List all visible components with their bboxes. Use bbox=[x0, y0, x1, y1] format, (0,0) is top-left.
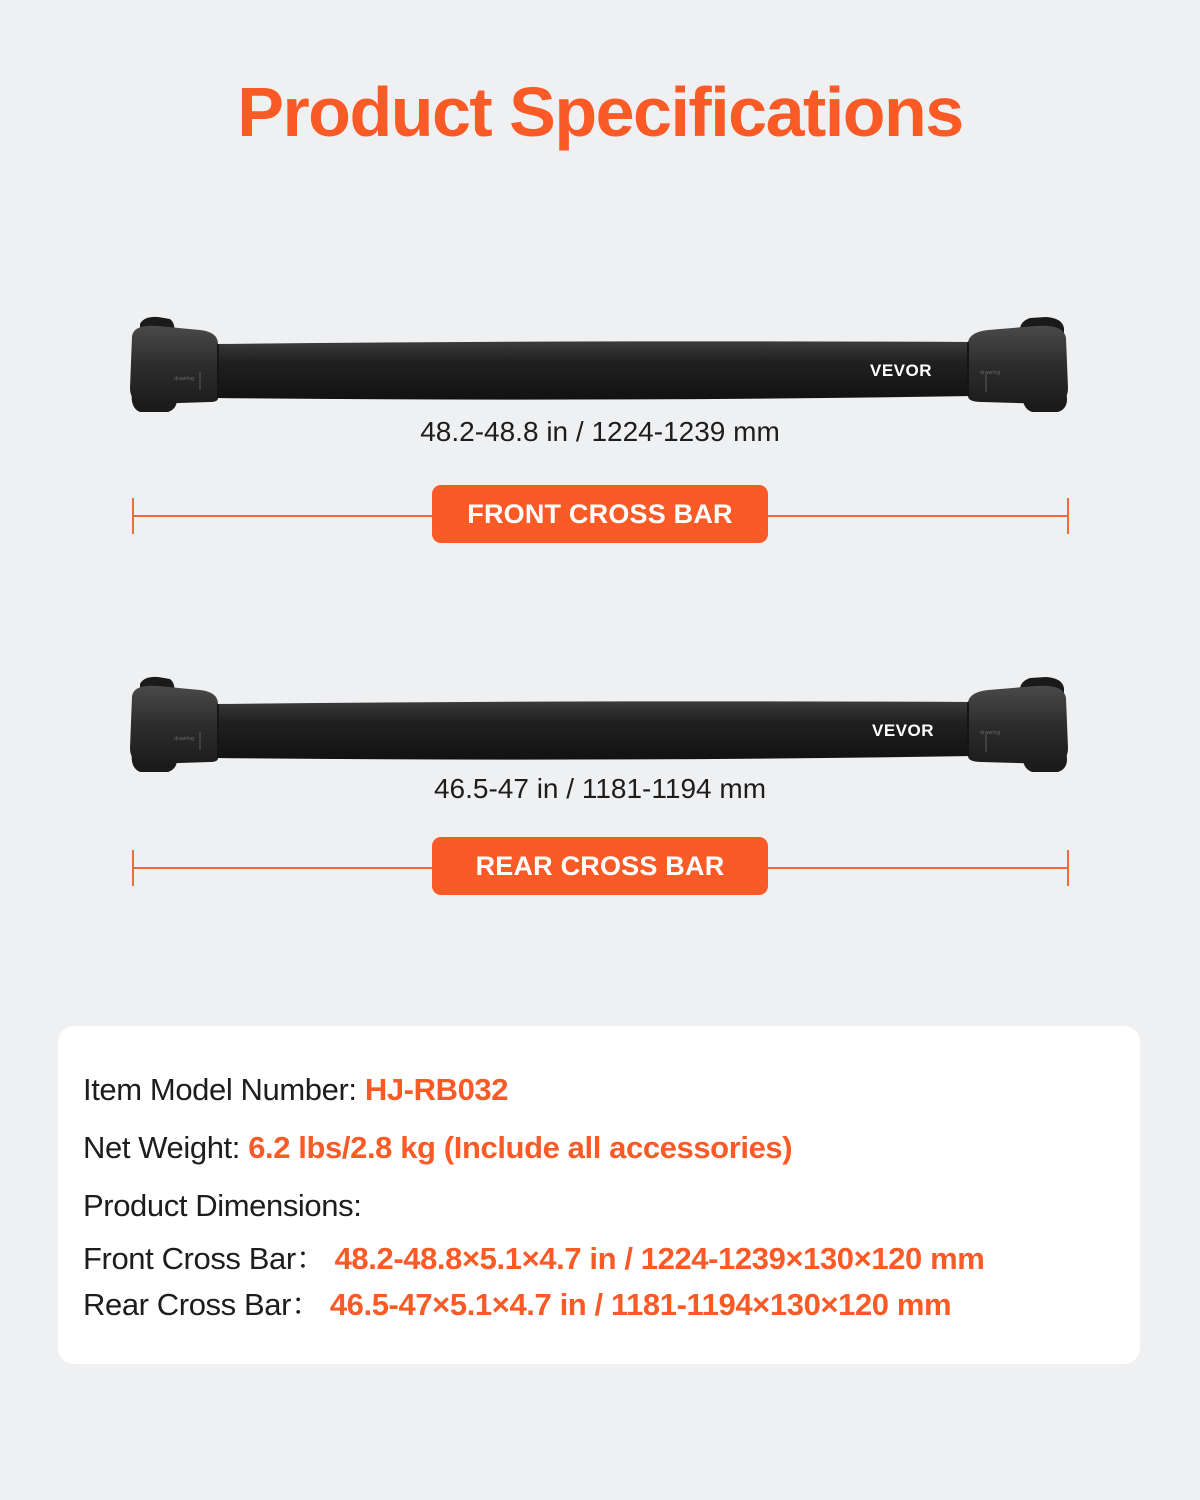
rear-dimensions-label: Rear Cross Bar： bbox=[83, 1287, 322, 1322]
page-title: Product Specifications bbox=[237, 73, 963, 151]
model-number-label: Item Model Number: bbox=[83, 1072, 365, 1107]
net-weight-row bbox=[83, 1130, 792, 1166]
front-dimensions-value: 48.2-48.8×5.1×4.7 in / 1224-1239×130×120 mm bbox=[326, 1241, 985, 1276]
model-number-value: HJ-RB032 bbox=[364, 1072, 509, 1107]
svg-text:drawing: drawing bbox=[980, 730, 1001, 736]
svg-text:drawing: drawing bbox=[980, 370, 1001, 376]
spec-card bbox=[58, 1026, 1140, 1364]
rear-cross-bar-image bbox=[118, 672, 1082, 782]
vevor-logo: VEVOR bbox=[870, 361, 933, 380]
front-cross-bar-image bbox=[118, 312, 1082, 422]
rear-dimensions-value: 46.5-47×5.1×4.7 in / 1181-1194×130×120 mm bbox=[321, 1287, 952, 1322]
rear-bar-length: 46.5-47 in / 1181-1194 mm bbox=[433, 773, 767, 804]
svg-text:drawing: drawing bbox=[174, 376, 195, 382]
rear-cross-bar-label: REAR CROSS BAR bbox=[432, 837, 768, 895]
front-dimensions-label: Front Cross Bar： bbox=[83, 1241, 327, 1276]
vevor-logo: VEVOR bbox=[872, 721, 935, 740]
svg-text:drawing: drawing bbox=[174, 736, 195, 742]
model-number-row bbox=[83, 1072, 508, 1108]
front-cross-bar-label: FRONT CROSS BAR bbox=[432, 485, 768, 543]
dimensions-heading: Product Dimensions: bbox=[83, 1188, 362, 1223]
front-dimensions-row bbox=[83, 1233, 984, 1278]
rear-dimensions-row bbox=[83, 1279, 951, 1324]
net-weight-value: 6.2 lbs/2.8 kg (Include all accessories) bbox=[248, 1130, 793, 1165]
net-weight-label: Net Weight: bbox=[83, 1130, 249, 1165]
front-bar-length: 48.2-48.8 in / 1224-1239 mm bbox=[420, 416, 780, 447]
